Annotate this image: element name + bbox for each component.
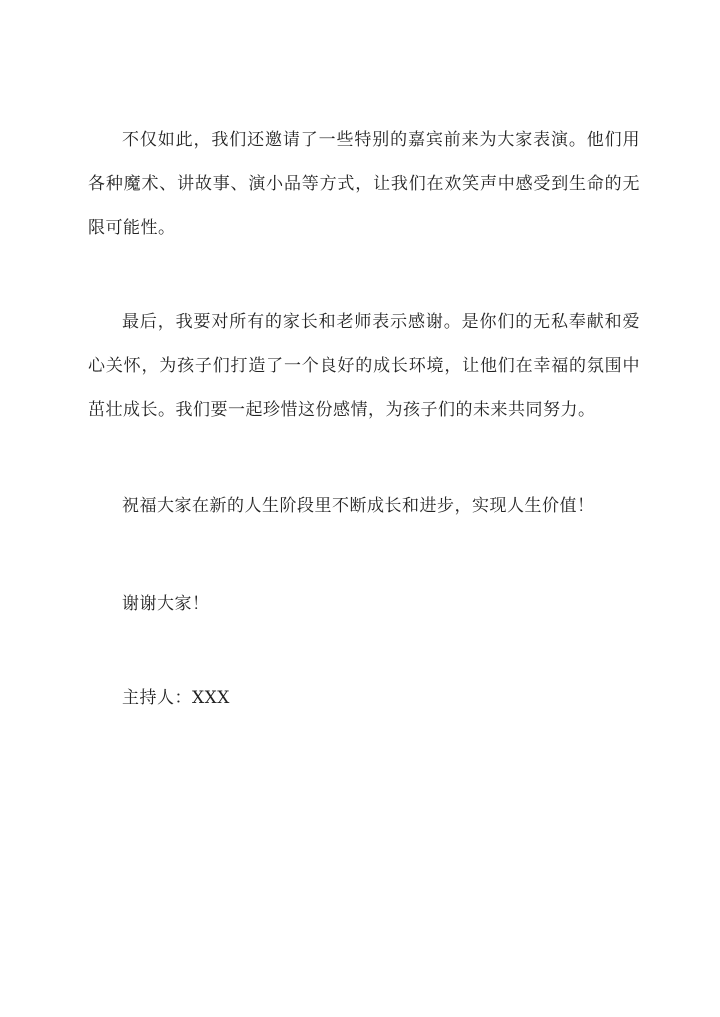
paragraph-guest-performances: 不仅如此，我们还邀请了一些特别的嘉宾前来为大家表演。他们用各种魔术、讲故事、演小品等方式，让我们在欢笑声中感受到生命的无限可能性。 — [88, 130, 640, 238]
paragraph-thanks-parents-teachers: 最后，我要对所有的家长和老师表示感谢。是你们的无私奉献和爱心关怀，为孩子们打造了一个良好的成长环境，让他们在幸福的氛围中茁壮成长。我们要一起珍惜这份感情，为孩子们的未来共同努力。 — [88, 312, 640, 420]
closing-wish: 祝福大家在新的人生阶段里不断成长和进步，实现人生价值！ — [122, 496, 595, 516]
host-signature: 主持人：XXX — [122, 688, 230, 708]
closing-thanks: 谢谢大家！ — [122, 594, 210, 614]
